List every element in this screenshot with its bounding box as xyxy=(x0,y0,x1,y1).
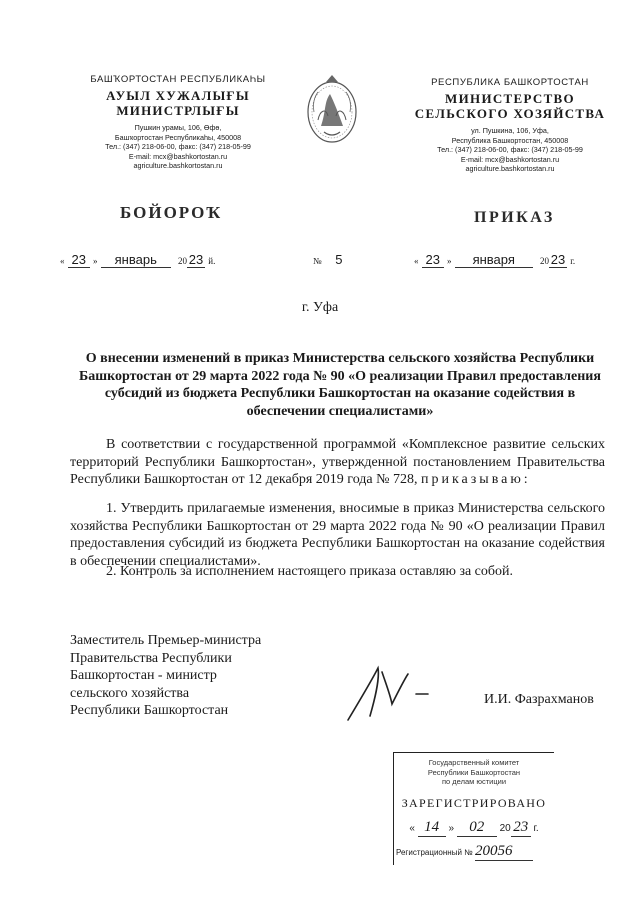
header-right-address xyxy=(400,126,620,174)
date-left-year: 23 xyxy=(188,252,204,267)
signer-line5: Республики Башкортостан xyxy=(70,703,229,718)
stamp-date-year: 23 xyxy=(511,819,531,837)
coat-of-arms-emblem-icon xyxy=(304,72,360,146)
date-right-day: 23 xyxy=(422,252,444,268)
stamp-date-day: 14 xyxy=(418,819,446,837)
header-left-address xyxy=(58,123,298,171)
item-1: 1. Утвердить прилагаемые изменения, вносимые в приказ Министерства сельского хозяйства Республики Башкортостан от 29 марта 2022 года № 90 «О реализации Правил предоставления субсидий из бюджета Республики Башкортостан на оказание содействия в обеспечении специалистами». xyxy=(70,501,605,569)
date-right-quote-close: » xyxy=(447,256,452,266)
date-right-quote-open: « xyxy=(414,256,419,266)
order-subject: О внесении изменений в приказ Министерства сельского хозяйства Республики Башкортостан от 29 марта 2022 года № 90 «О реализации Правил предоставления субсидий из бюджета Республики Башкортостан на оказание содействия в обеспечении специалистами» xyxy=(79,351,601,419)
order-number-value: 5 xyxy=(335,252,343,267)
date-right-month: января xyxy=(455,252,533,268)
stamp-number-label: Регистрационный № xyxy=(396,847,473,857)
preamble-order-word: приказываю: xyxy=(420,472,531,487)
date-right xyxy=(414,252,575,268)
date-left xyxy=(60,252,215,268)
preamble-paragraph xyxy=(70,436,605,489)
header-right-ministry-line2: СЕЛЬСКОГО ХОЗЯЙСТВА xyxy=(414,106,606,121)
header-right-site: agriculture.bashkortostan.ru xyxy=(465,164,555,174)
signer-name: И.И. Фазрахманов xyxy=(484,692,594,707)
signer-line3: Башкортостан - министр xyxy=(70,668,217,683)
stamp-organization xyxy=(394,758,554,787)
date-right-suffix: г. xyxy=(570,256,576,266)
handwritten-signature xyxy=(320,650,470,730)
header-right xyxy=(400,77,620,174)
signer-block xyxy=(70,632,261,720)
header-left-republic: БАШҠОРТОСТАН РЕСПУБЛИКАҺЫ xyxy=(90,74,266,85)
stamp-date-quote-close: » xyxy=(448,822,454,834)
stamp-org-line3: по делам юстиции xyxy=(441,777,507,786)
header-left xyxy=(58,74,298,171)
date-right-year-prefix: 20 xyxy=(540,256,549,266)
stamp-number-row xyxy=(394,843,554,861)
document-title-russian: ПРИКАЗ xyxy=(474,209,555,226)
header-right-republic: РЕСПУБЛИКА БАШКОРТОСТАН xyxy=(431,77,589,88)
header-right-email: E-mail: mcx@bashkortostan.ru xyxy=(460,154,560,164)
signer-line1: Заместитель Премьер-министра xyxy=(70,633,262,648)
header-left-phone: Тел.: (347) 218-06-00, факс: (347) 218-05-99 xyxy=(105,142,251,152)
date-left-year-prefix: 20 xyxy=(178,256,187,266)
signer-line2: Правительства Республики xyxy=(70,650,232,666)
date-left-suffix: й. xyxy=(208,256,216,266)
header-left-ministry-line2: МИНИСТРЛЫҒЫ xyxy=(116,103,240,118)
date-left-day: 23 xyxy=(68,252,90,268)
registration-stamp xyxy=(393,752,554,865)
city: г. Уфа xyxy=(301,300,339,315)
signer-line4: сельского хозяйства xyxy=(70,685,190,701)
header-right-ministry-line1: МИНИСТЕРСТВО xyxy=(445,91,575,106)
document-title-bashkir: БОЙОРОҠ xyxy=(120,203,223,222)
order-number xyxy=(313,252,353,268)
header-left-site: agriculture.bashkortostan.ru xyxy=(133,161,223,171)
preamble-text: В соответствии с государственной программой «Комплексное развитие сельских территорий Республики Башкортостан», утвержденной постановлением Правительства Республики Башкортостан от 12 декабря 2019 года № 728, xyxy=(70,437,605,487)
stamp-date-quote-open: « xyxy=(409,822,415,834)
date-right-year: 23 xyxy=(550,252,566,267)
header-left-address1: Пушкин урамы, 106, Өфө, xyxy=(134,123,222,132)
stamp-org-line2: Республики Башкортостан xyxy=(427,767,521,777)
order-number-label: № xyxy=(313,256,322,266)
stamp-date-year-prefix: 20 xyxy=(499,822,511,834)
header-right-phone: Тел.: (347) 218-06-00, факс: (347) 218-05-99 xyxy=(437,145,583,155)
stamp-date xyxy=(394,819,554,837)
date-left-month: январь xyxy=(101,252,171,268)
date-left-quote-close: » xyxy=(93,256,98,266)
stamp-date-suffix: г. xyxy=(533,822,539,834)
stamp-registered-label: ЗАРЕГИСТРИРОВАНО xyxy=(401,795,547,810)
stamp-date-month: 02 xyxy=(457,819,497,837)
stamp-number-value: 20056 xyxy=(475,843,533,861)
header-right-address2: Республика Башкортостан, 450008 xyxy=(451,135,569,145)
header-left-address2: Башҡортостан Республикаһы, 450008 xyxy=(114,132,242,142)
stamp-org-line1: Государственный комитет xyxy=(428,758,520,767)
header-left-ministry-line1: АУЫЛ ХУЖАЛЫҒЫ xyxy=(106,88,250,103)
header-right-address1: ул. Пушкина, 106, Уфа, xyxy=(471,126,549,135)
date-left-quote-open: « xyxy=(60,256,65,266)
header-left-email: E-mail: mcx@bashkortostan.ru xyxy=(128,151,228,161)
item-2: 2. Контроль за исполнением настоящего приказа оставляю за собой. xyxy=(106,564,514,579)
